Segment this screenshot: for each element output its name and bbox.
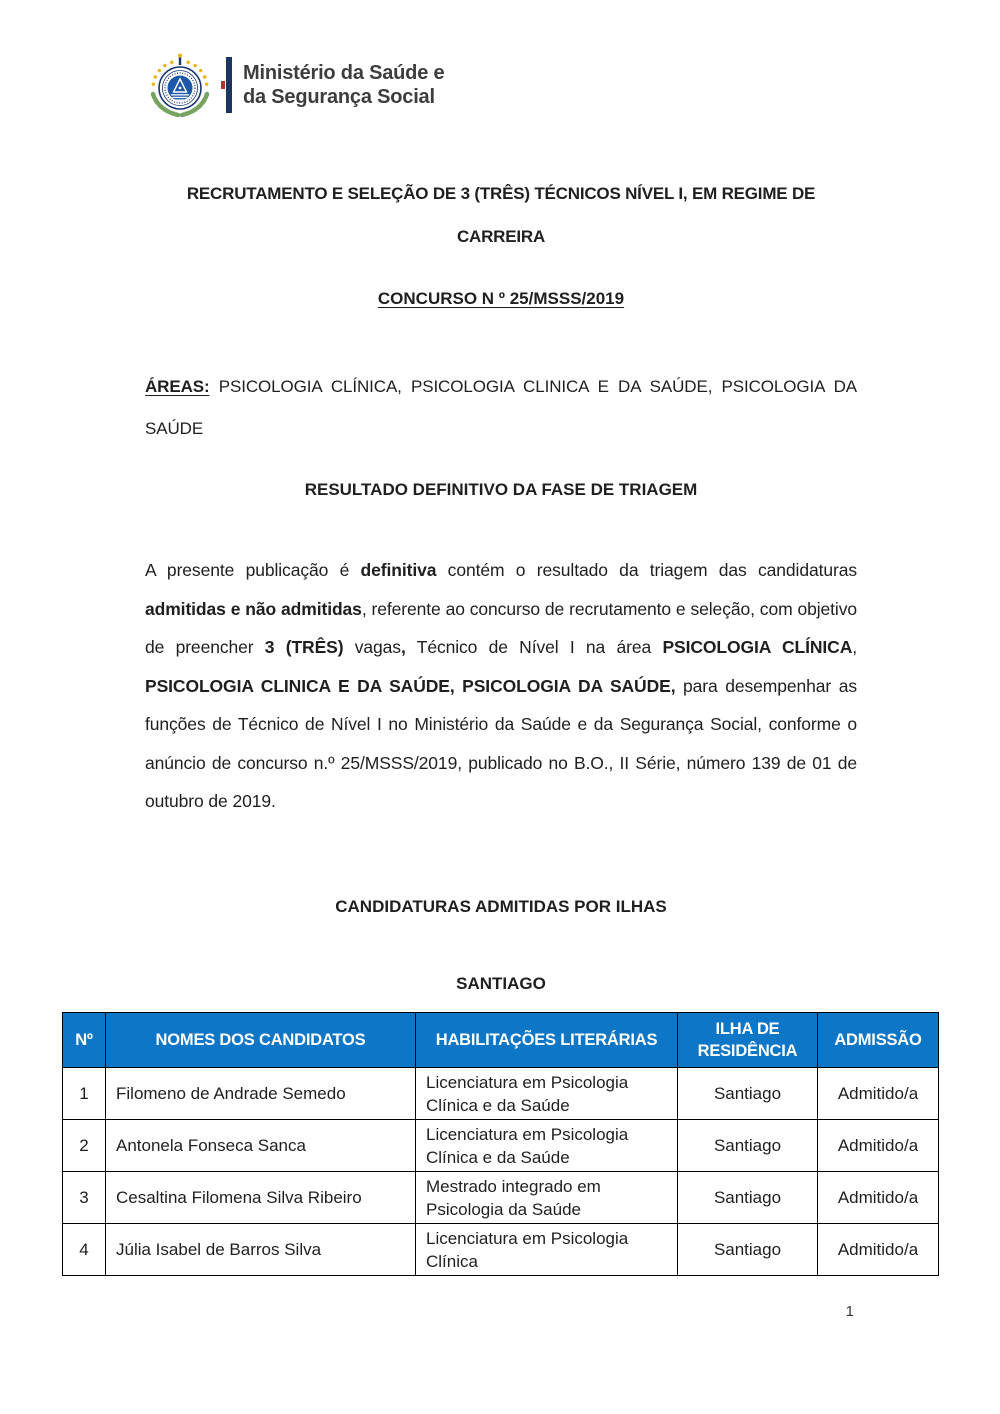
- document-title-line2: CARREIRA: [456, 227, 546, 246]
- paragraph-segment: vagas: [343, 637, 401, 657]
- areas-text: PSICOLOGIA CLÍNICA, PSICOLOGIA CLINICA E DA SAÚDE, PSICOLOGIA DA SAÚDE: [145, 377, 857, 438]
- table-header: [63, 1013, 939, 1068]
- candidaturas-heading: CANDIDATURAS ADMITIDAS POR ILHAS: [335, 897, 667, 916]
- col-header-names: NOMES DOS CANDIDATOS: [106, 1013, 416, 1068]
- logo-divider-bar: [226, 57, 232, 113]
- col-header-number: Nº: [63, 1013, 106, 1068]
- cell-qualification: Licenciatura em Psicologia Clínica: [416, 1224, 678, 1276]
- concurso-heading: [145, 289, 857, 309]
- areas-line: [145, 366, 857, 450]
- paragraph-segment: ,: [852, 637, 857, 657]
- paragraph-segment-bold: admitidas e não admitidas: [145, 598, 362, 619]
- col-header-admission: ADMISSÃO: [818, 1013, 939, 1068]
- cell-admission: Admitido/a: [818, 1120, 939, 1172]
- cell-number: 1: [63, 1068, 106, 1120]
- cell-admission: Admitido/a: [818, 1172, 939, 1224]
- cell-admission: Admitido/a: [818, 1068, 939, 1120]
- cell-number: 3: [63, 1172, 106, 1224]
- col-header-island: ILHA DE RESIDÊNCIA: [678, 1013, 818, 1068]
- page-number: 1: [845, 1303, 854, 1320]
- table-header-row: [63, 1013, 939, 1068]
- candidates-table-container: [62, 1012, 938, 1276]
- cell-number: 2: [63, 1120, 106, 1172]
- cell-name: Júlia Isabel de Barros Silva: [106, 1224, 416, 1276]
- paragraph-segment-bold: 3 (TRÊS): [264, 637, 344, 657]
- ministry-name: [243, 61, 444, 110]
- document-title-line1: RECRUTAMENTO E SELEÇÃO DE 3 (TRÊS) TÉCNICOS NÍVEL I, EM REGIME DE: [186, 184, 816, 203]
- cell-name: Cesaltina Filomena Silva Ribeiro: [106, 1172, 416, 1224]
- table-row: [63, 1120, 939, 1172]
- paragraph-segment-bold: ,: [400, 637, 406, 657]
- table-row: [63, 1224, 939, 1276]
- intro-paragraph: [145, 551, 857, 821]
- areas-label: ÁREAS:: [145, 377, 210, 396]
- cell-qualification: Licenciatura em Psicologia Clínica e da Saúde: [416, 1120, 678, 1172]
- paragraph-segment: , referente ao concurso de recrutamento e seleção, com objetivo de preencher: [145, 598, 857, 657]
- table-row: [63, 1068, 939, 1120]
- cell-number: 4: [63, 1224, 106, 1276]
- ministry-name-line1: Ministério da Saúde e: [243, 61, 445, 84]
- cell-island: Santiago: [678, 1172, 818, 1224]
- concurso-number: CONCURSO N º 25/MSSS/2019: [377, 289, 625, 308]
- cell-admission: Admitido/a: [818, 1224, 939, 1276]
- paragraph-segment: Técnico de Nível I na área: [405, 637, 663, 657]
- cell-island: Santiago: [678, 1224, 818, 1276]
- cell-name: Antonela Fonseca Sanca: [106, 1120, 416, 1172]
- cell-name: Filomeno de Andrade Semedo: [106, 1068, 416, 1120]
- paragraph-segment: contém o resultado da triagem das candidaturas: [436, 560, 858, 580]
- document-title: [145, 172, 857, 258]
- cell-qualification: Licenciatura em Psicologia Clínica e da Saúde: [416, 1068, 678, 1120]
- table-row: [63, 1172, 939, 1224]
- cell-qualification: Mestrado integrado em Psicologia da Saúde: [416, 1172, 678, 1224]
- paragraph-segment-bold: definitiva: [360, 560, 437, 580]
- island-heading: SANTIAGO: [456, 974, 546, 993]
- table-body: [63, 1068, 939, 1276]
- result-heading: RESULTADO DEFINITIVO DA FASE DE TRIAGEM: [304, 480, 698, 499]
- cell-island: Santiago: [678, 1068, 818, 1120]
- col-header-qualifications: HABILITAÇÕES LITERÁRIAS: [416, 1013, 678, 1068]
- ministry-name-line2: da Segurança Social: [243, 86, 435, 108]
- paragraph-segment: A presente publicação é: [145, 560, 361, 580]
- candidates-table: [62, 1012, 939, 1276]
- paragraph-segment-bold: PSICOLOGIA CLINICA E DA SAÚDE, PSICOLOGIA DA SAÚDE,: [145, 675, 676, 696]
- cell-island: Santiago: [678, 1120, 818, 1172]
- paragraph-segment: para desempenhar as funções de Técnico de Nível I no Ministério da Saúde e da Segurança Social, conforme o anúncio de concurso n.º 25/MSSS/2019, publicado no B.O., II Série, número 139 de 01 de outubro de 2019.: [145, 675, 857, 811]
- cabo-verde-emblem-icon: [148, 52, 212, 118]
- paragraph-segment-bold: PSICOLOGIA CLÍNICA: [662, 637, 853, 657]
- ministry-logo: [148, 52, 444, 118]
